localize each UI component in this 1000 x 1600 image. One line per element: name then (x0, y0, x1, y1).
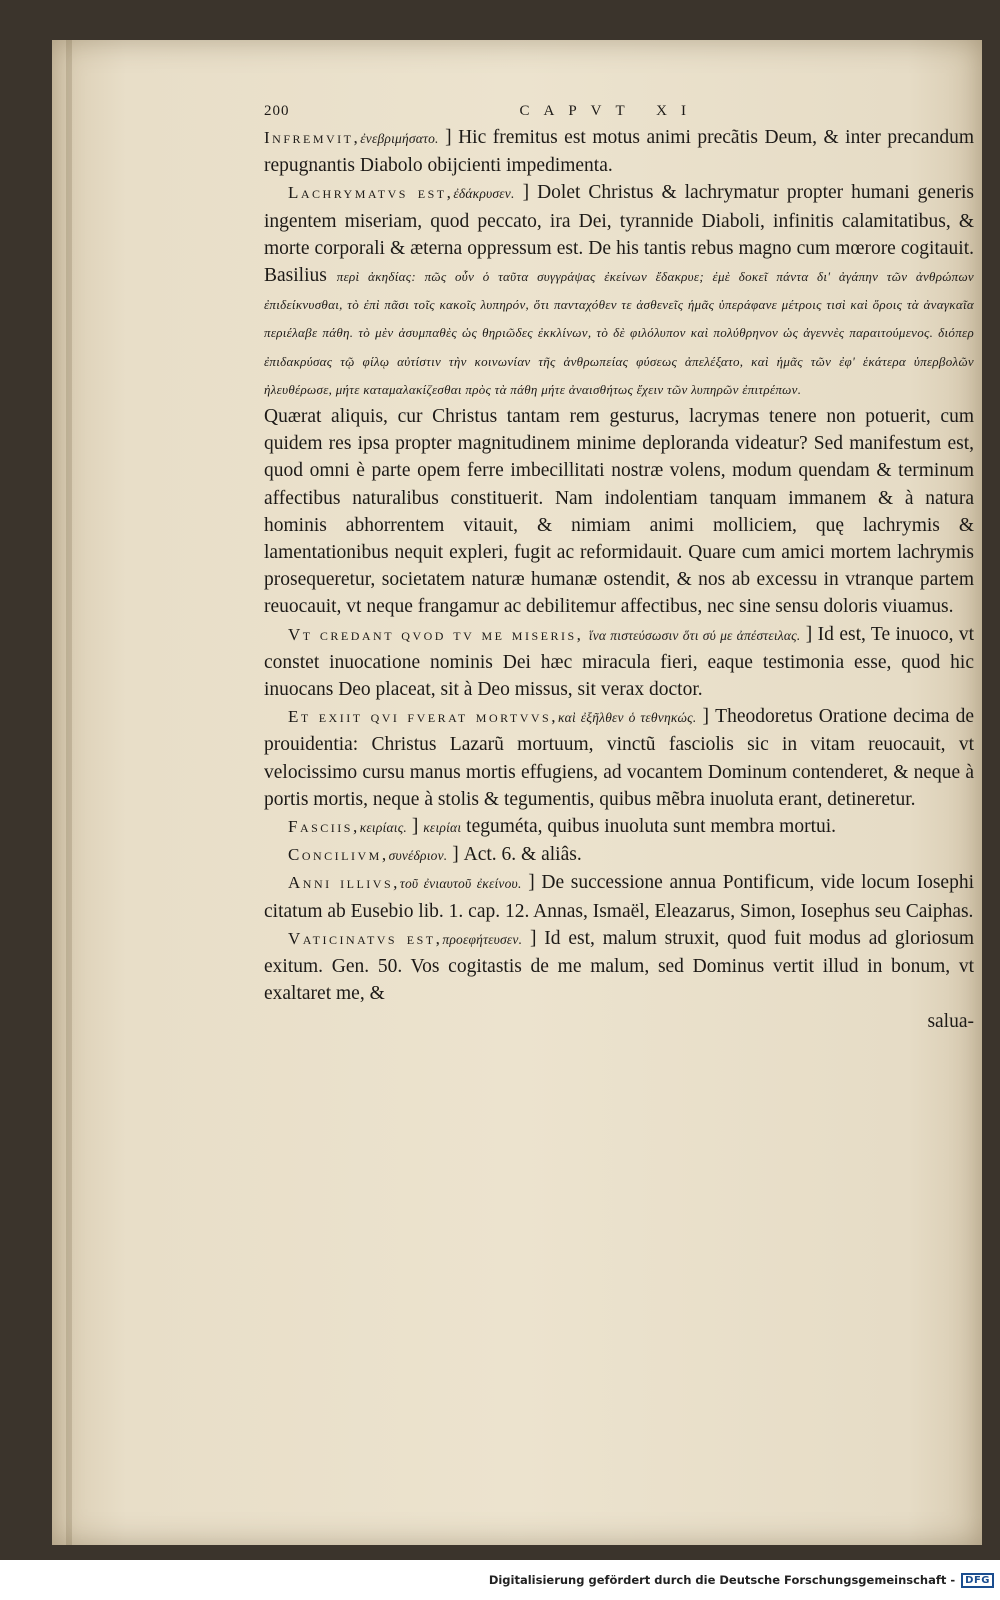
greek-term-2: κειρίαι (423, 820, 462, 836)
paragraph-8 (264, 869, 974, 924)
paragraph-1 (264, 124, 974, 179)
commentary-text: ] Hic fremitus est motus animi precãtis Deum, & inter precandum repugnantis Diabolo obijcienti impedimenta. (264, 127, 974, 177)
funding-credit: Digitalisierung gefördert durch die Deutsche Forschungsgemeinschaft - (488, 1573, 956, 1587)
greek-quotation: περὶ ἀκηδίας: πῶς οὖν ὁ ταῦτα συγγράψας ἐκείνων ἔδακρυε; ἐμὲ δοκεῖ πάντα δι' ἀγάπην τῶν ἀνθρώπων ἐπιδείκνυσθαι, τὸ ἐπὶ πᾶσι τοῖς κακοῖς λυπηρόν, ὅτι πανταχόθεν τε ἀσθενεῖς ἡμᾶς ὑπεράφανε μέτροις τισὶ καὶ ὅροις τὰ ἀναγκαῖα περιέλαβε πάθη. τὸ μὲν ἀσυμπαθὲς ὡς θηριῶδες ἐκκλίνων, τὸ δὲ φιλόλυπον καὶ πολύθρηνον ὡς ἀγεννὲς παραιτούμενος. διόπερ ἐπιδακρύσας τῷ φίλῳ αὐτίστιν τὴν κοινωνίαν τῆς ἀνθρωπείας φύσεως ἀπελέξατο, καὶ ἡμᾶς τῶν ἐφ' ἑκάτερα ὑπερβολῶν ἠλευθέρωσε, μήτε καταμαλακίζεσθαι πρὸς τὰ πάθη μήτε ἀναισθήτως ἔχειν τῶν λυπηρῶν ἐπιτρέπων. (264, 269, 975, 397)
bracket: ] (411, 816, 419, 838)
greek-term: ἐδάκρυσεν. (453, 186, 515, 202)
commentary-text: ] Id est, malum struxit, quod fuit modus ad gloriosum exitum. Gen. 50. Vos cogitastis de me malum, sed Dominus vertit illud in bonum, vt exaltaret me, & (264, 927, 975, 1005)
paragraph-7 (264, 841, 974, 869)
greek-term: προεφήτευσεν. (442, 931, 523, 947)
book-page (52, 40, 982, 1545)
lemma: Et exiit qvi fverat mortvvs, (288, 707, 558, 727)
lemma: Vt credant qvod tv me miseris, (288, 624, 584, 644)
lemma: Fasciis, (288, 817, 360, 837)
greek-term: τοῦ ἐνιαυτοῦ ἐκείνου. (399, 876, 522, 892)
greek-term: καὶ ἐξῆλθεν ὁ τεθνηκώς. (557, 710, 697, 726)
commentary-text: ] Theodoretus Oratione decima de prouidentia: Christus Lazarũ mortuum, vinctũ fasciolis sic in vitam reuocauit, vt velocissimo cursu manus mortis effugiens, ad vocantem Dominum contenderet, & neque à portis mortis, neque à stolis & tegumentis, quibus mẽbra inuoluta erant, detineretur. (264, 706, 975, 810)
greek-term: κειρίαις. (359, 820, 407, 836)
commentary-text: ] Id est, Te inuoco, vt constet inuocatione nominis Dei hæc miracula fieri, eaque testimonia esse, quod hic inuocans Deo placeat, sit à Deo missus, sit verax doctor. (264, 623, 975, 701)
lemma: Concilivm, (288, 845, 389, 865)
lemma: Lachrymatvs est, (288, 183, 454, 203)
page-text (264, 98, 974, 1035)
page-number: 200 (264, 103, 290, 119)
greek-term: ἵνα πιστεύσωσιν ὅτι σύ με ἀπέστειλας. (588, 627, 801, 643)
lemma: Vaticinatvs est, (288, 928, 443, 948)
paragraph-6 (264, 813, 974, 841)
greek-term: συνέδριον. (388, 848, 448, 864)
commentary-text: Quærat aliquis, cur Christus tantam rem gesturus, lacrymas tenere non potuerit, cum quidem res ipsa propter magnitudinem minime deploranda videatur? Sed manifestum est, quod omni è parte opem ferre imbecillitati nostræ volens, modum quendam & terminum affectibus naturalibus constituerit. Nam indolentiam tanquam immanem & à natura hominis abhorrentem vitauit, & nimiam animi molliciem, quę lachrymis & lamentationibus nequit expleri, fugit ac reformidauit. Quare cum amici mortem lachrymis prosequeretur, societatem naturæ humanæ ostendit, & nos ab excessu in vtranque partem reuocauit, vt neque frangamur ac debilitemur affectibus, nec sine sensu doloris viuamus. (264, 406, 974, 618)
catchword: salua- (927, 1010, 974, 1032)
lemma: Anni illivs, (288, 873, 400, 893)
greek-term: ἐνεβριμήσατο. (360, 131, 439, 146)
paragraph-2 (264, 179, 974, 403)
page-header (264, 98, 974, 124)
digitization-footer (0, 1560, 1000, 1600)
commentary-text: ] Dolet Christus & lachrymatur propter humani generis ingentem miseriam, quod peccato, ira Dei, tyrannide Diaboli, infinitis calamitatibus, & morte corporali & æterna oppressum est. De his tantis rebus magno cum mœrore cogitauit. Basilius (264, 182, 974, 287)
commentary-text: ] De successione annua Pontificum, vide locum Iosephi citatum ab Eusebio lib. 1. cap. 12. Annas, Ismaël, Eleazarus, Simon, Iosephus seu Caiphas. (264, 872, 974, 922)
commentary-text: ] Act. 6. & aliâs. (452, 844, 582, 866)
paragraph-9 (264, 925, 974, 1008)
paragraph-4 (264, 621, 974, 704)
dfg-logo: DFG (961, 1573, 994, 1588)
commentary-text: teguméta, quibus inuoluta sunt membra mortui. (466, 816, 837, 838)
paragraph-5 (264, 703, 974, 813)
lemma: Infremvit, (264, 128, 361, 147)
paragraph-3 (264, 403, 974, 621)
running-head: CAPVT XI (519, 103, 700, 119)
